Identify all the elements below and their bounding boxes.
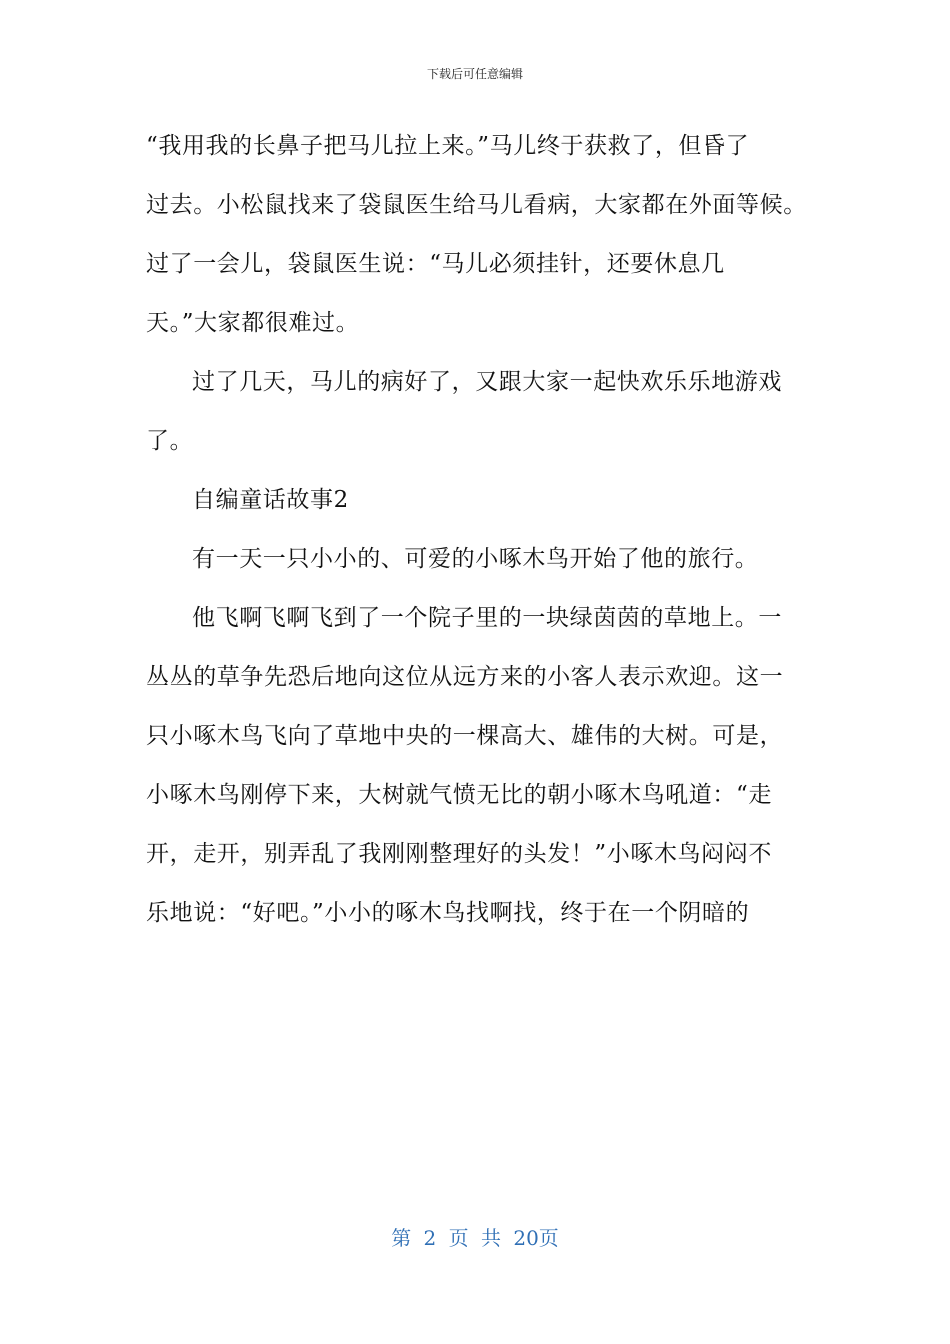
text-line: 过了几天，马儿的病好了，又跟大家一起快欢乐乐地游戏 xyxy=(192,369,782,395)
text-line: 小啄木鸟刚停下来，大树就气愤无比的朝小啄木鸟吼道：“走 xyxy=(146,782,772,808)
text-line: “我用我的长鼻子把马儿拉上来。”马儿终于获救了，但昏了 xyxy=(146,133,750,159)
text-line: 他飞啊飞啊飞到了一个院子里的一块绿茵茵的草地上。一 xyxy=(192,605,782,631)
text-line: 天。”大家都很难过。 xyxy=(146,310,360,336)
section-title: 自编童话故事2 xyxy=(192,487,349,513)
text-line: 过去。小松鼠找来了袋鼠医生给马儿看病，大家都在外面等候。 xyxy=(146,192,807,218)
text-line: 有一天一只小小的、可爱的小啄木鸟开始了他的旅行。 xyxy=(192,546,759,572)
text-line: 乐地说：“好吧。”小小的啄木鸟找啊找，终于在一个阴暗的 xyxy=(146,900,750,926)
text-line: 了。 xyxy=(146,428,194,454)
page-number-footer: 第 2 页 共 20页 xyxy=(391,1226,559,1250)
document-body xyxy=(146,124,816,950)
text-line: 只小啄木鸟飞向了草地中央的一棵高大、雄伟的大树。可是， xyxy=(146,723,784,749)
page-header-note: 下载后可任意编辑 xyxy=(426,67,523,81)
text-line: 过了一会儿，袋鼠医生说：“马儿必须挂针，还要休息几 xyxy=(146,251,725,277)
text-line: 丛丛的草争先恐后地向这位从远方来的小客人表示欢迎。这一 xyxy=(146,664,784,690)
text-line: 开，走开，别弄乱了我刚刚整理好的头发！”小啄木鸟闷闷不 xyxy=(146,841,772,867)
